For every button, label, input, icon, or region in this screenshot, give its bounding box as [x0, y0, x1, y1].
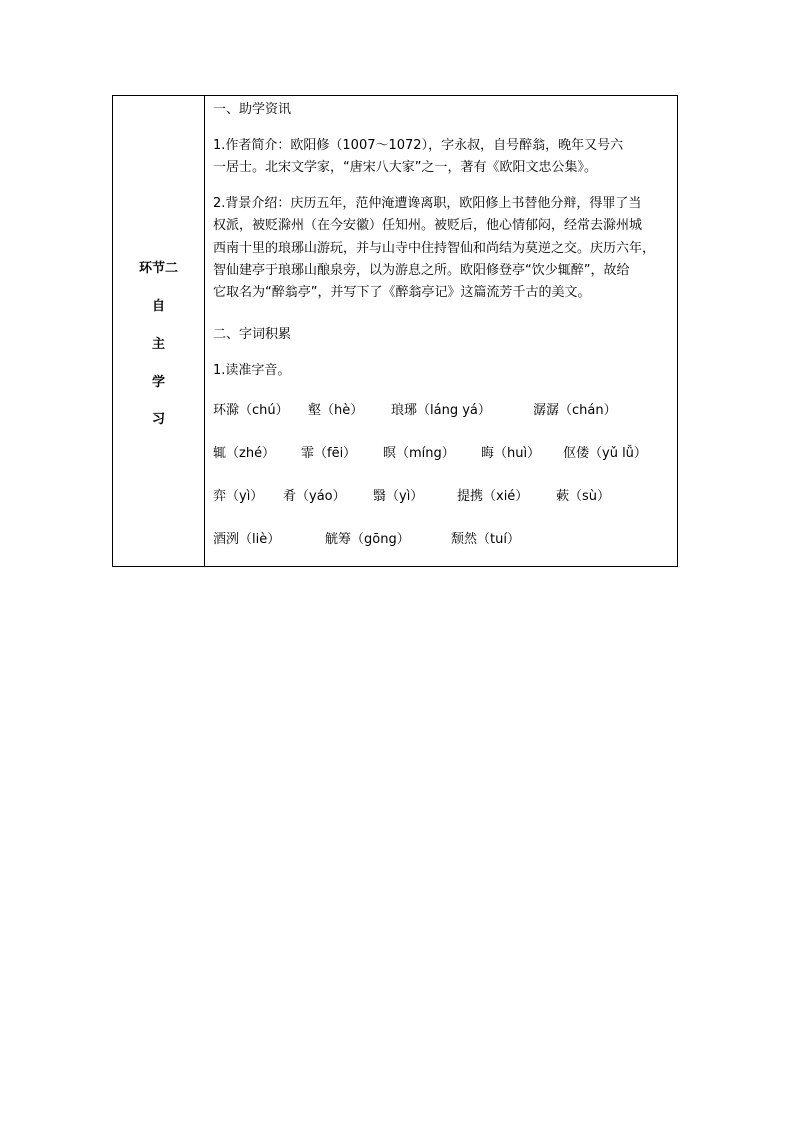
background-line-1: 2.背景介绍：庆历五年，范仲淹遭谗离职，欧阳修上书替他分辩，得罪了当 — [213, 196, 642, 211]
pronunciation-item: 蔌（sù） — [556, 489, 611, 504]
section-label: 环节二 — [138, 261, 178, 276]
pronunciation-item: 弈（yì） — [213, 489, 264, 504]
pronunciation-item: 颓然（tuí） — [451, 532, 520, 547]
pronunciation-item: 辄（zhé） — [213, 446, 276, 461]
pronunciation-item: 霏（fēi） — [301, 446, 357, 461]
background-line-5: 它取名为“醉翁亭”，并写下了《醉翁亭记》这篇流芳千古的美文。 — [213, 285, 591, 300]
background-line-3: 西南十里的琅琊山游玩，并与山寺中住持智仙和尚结为莫逆之交。庆历六年， — [213, 241, 656, 256]
pronunciation-item: 暝（míng） — [383, 446, 455, 461]
pronunciation-item: 酒洌（liè） — [213, 532, 281, 547]
label-char-4: 习 — [151, 412, 165, 427]
pronunciation-item: 觥筹（gōng） — [325, 532, 410, 547]
pronunciation-item: 翳（yì） — [373, 489, 424, 504]
pronunciation-row-4 — [213, 528, 671, 546]
pronunciation-row-2 — [213, 442, 671, 460]
pronunciation-item: 伛偻（yǔ lǚ） — [563, 446, 647, 461]
label-char-2: 主 — [151, 337, 165, 352]
author-intro-line-2: 一居士。北宋文学家，“唐宋八大家”之一，著有《欧阳文忠公集》。 — [213, 160, 597, 175]
content-table — [112, 95, 678, 567]
content-cell — [205, 96, 677, 566]
pronunciation-item: 肴（yáo） — [283, 489, 346, 504]
section1-heading: 一、助学资讯 — [213, 102, 292, 117]
pronunciation-item: 壑（hè） — [308, 403, 364, 418]
section2-subheading: 1.读准字音。 — [213, 363, 291, 378]
pronunciation-item: 环滁（chú） — [213, 403, 289, 418]
author-intro-line-1: 1.作者简介：欧阳修（1007～1072），字永叔，自号醉翁，晚年又号六 — [213, 138, 624, 153]
pronunciation-row-3 — [213, 485, 671, 503]
pronunciation-item: 琅琊（láng yá） — [391, 403, 491, 418]
pronunciation-row-1 — [213, 399, 671, 417]
pronunciation-item: 晦（huì） — [481, 446, 541, 461]
background-line-4: 智仙建亭于琅琊山酿泉旁，以为游息之所。欧阳修登亭“饮少辄醉”，故给 — [213, 263, 630, 278]
label-char-3: 学 — [151, 375, 165, 390]
section2-heading: 二、字词积累 — [213, 327, 292, 342]
label-char-1: 自 — [151, 299, 165, 314]
background-line-2: 权派，被贬滁州（在今安徽）任知州。被贬后，他心情郁闷，经常去滁州城 — [213, 218, 643, 233]
pronunciation-item: 潺潺（chán） — [533, 403, 617, 418]
left-label-cell — [113, 96, 205, 566]
pronunciation-item: 提携（xié） — [457, 489, 529, 504]
